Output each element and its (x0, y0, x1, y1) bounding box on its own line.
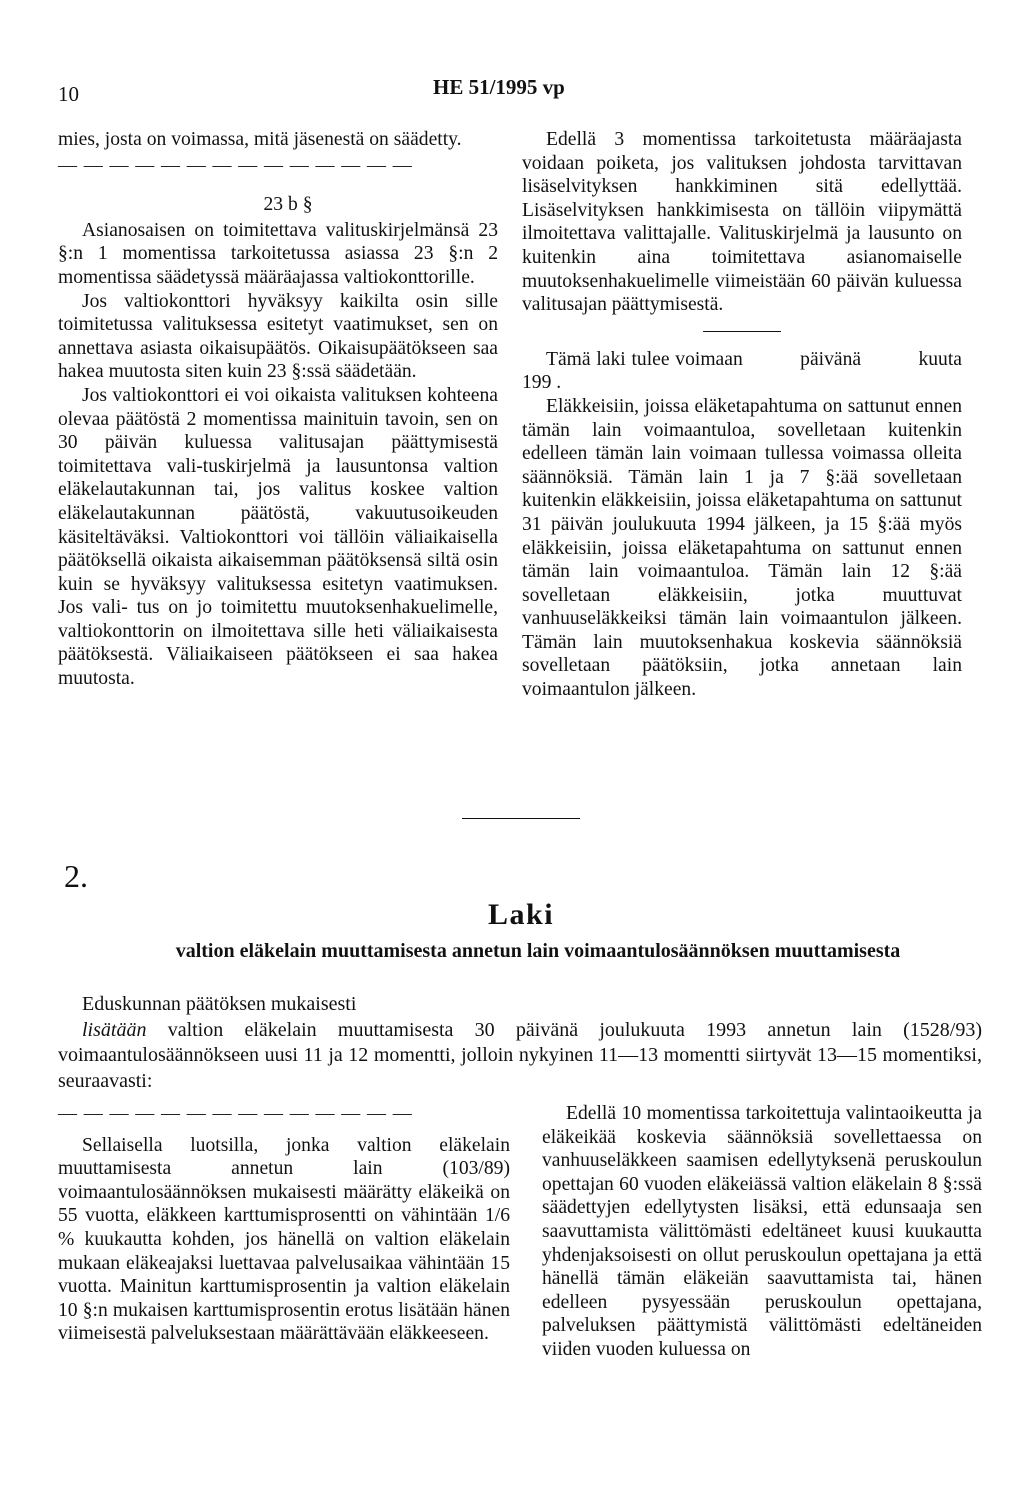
paragraph: Eläkkeisiin, joissa eläketapahtuma on sattunut ennen tämän lain voimaantuloa, sovelletaan kuitenkin edelleen tämän lain voimaan tullessa voimassa olleita säännöksiä. Tämän lain 1 ja 7 §:ää sovelletaan kuitenkin eläkkeisiin, joissa eläketapahtuma on sattunut 31 päivän joulukuuta 1994 jälkeen, ja 15 §:ää myös eläkkeisiin, joissa eläketapahtuma on sattunut ennen tämän lain voimaantuloa. Tämän lain 12 §:ää sovelletaan eläkkeisiin, jotka muuttuvat vanhuuseläkkeiksi tämän lain voimaantulon jälkeen. Tämän lain muutoksenhakua koskevia säännöksiä sovelletaan päätöksiin, jotka annetaan lain voimaantulon jälkeen. (522, 395, 962, 701)
paragraph: Jos valtiokonttori hyväksyy kaikilta osin sille toimitetussa valituksessa esitetyt vaatimukset, sen on annettava asiasta oikaisupäätös. Oikaisupäätökseen saa hakea muutosta siten kuin 23 §:ssä säädetään. (58, 290, 498, 383)
paragraph: Jos valtiokonttori ei voi oikaista valituksen kohteena olevaa päätöstä 2 momentissa mainituin tavoin, sen on 30 päivän kuluessa valitusajan päättymisestä toimitettava vali-tuskirjelmä ja lausuntonsa valtion eläkelautakunnan tai, jos valitus koskee valtion eläkelautakunnan päätöstä, vakuutusoikeuden käsiteltäväksi. Valtiokonttori voi tällöin väliaikaisella päätöksellä oikaista aikaisemman päätöksensä siltä osin kuin se hyväksyy valituksessa esitetyn vaatimuksen. Jos vali- tus on jo toimitettu muutoksenhakuelimelle, valtiokonttorin on ilmoitettava sille heti väliaikaisesta päätöksestä. Väliaikaiseen päätökseen ei saa hakea muutosta. (58, 384, 498, 690)
paragraph: Edellä 3 momentissa tarkoitetusta määräajasta voidaan poiketa, jos valituksen johdosta tarvittavan lisäselvityksen hankkiminen sitä edellyttää. Lisäselvityksen hankkimisesta on tällöin viipymättä ilmoitettava valittajalle. Valituskirjelmä ja lausunto on kuitenkin aina toimitettava asianomaiselle muutoksenhakuelimelle viimeistään 60 päivän kuluessa valitusajan päättymisestä. (522, 129, 962, 316)
right-column (522, 128, 967, 702)
section-heading: 23 b § (263, 194, 313, 216)
amendment-body: valtion eläkelain muuttamisesta 30 päivänä joulukuuta 1993 annetun lain (1528/93) voimaantulosäännökseen uusi 11 ja 12 momentti, jolloin nykyinen 11—13 momentti siirtyvät 13—15 momentiksi, seuraavasti: (58, 1018, 982, 1092)
page-number: 10 (58, 82, 79, 106)
law-title: Laki (488, 898, 555, 931)
omission-dashes: — — — — — — — — — — — — — — (58, 1103, 413, 1124)
enacting-clause (58, 992, 982, 1094)
section-end-divider (462, 818, 580, 819)
entry-into-force-text: Tämä laki tulee voimaan päivänä kuuta 199 . (522, 348, 967, 394)
law-subtitle: valtion eläkelain muuttamisesta annetun lain voimaantulosäännöksen muuttamisesta (175, 940, 901, 962)
omission-dashes: — — — — — — — — — — — — — — (58, 154, 413, 176)
paragraph: mies, josta on voimassa, mitä jäsenestä on säädetty. (58, 129, 462, 150)
amendment-text (58, 1018, 982, 1095)
lisataan-word: lisätään (82, 1018, 147, 1041)
paragraph: Sellaisella luotsilla, jonka valtion eläkelain muuttamisesta annetun lain (103/89) voimaantulosäännöksen mukaisesti määrätty eläkeikä on 55 vuotta, eläkkeen karttumisprosentti on vähintään 1/6 % kuukautta kohden, jos hänellä on valtion eläkelain mukaan eläkeajaksi luettavaa palvelusaikaa vähintään 15 vuotta. Mainitun karttumisprosentin ja valtion eläkelain 10 §:n mukaisen karttumisprosentin erotus lisätään hänen viimeisestä palveluksestaan määrättävään eläkkeeseen. (58, 1134, 510, 1345)
enacting-formula: Eduskunnan päätöksen mukaisesti (82, 993, 357, 1015)
bottom-left-column (58, 1102, 510, 1346)
paragraph: Asianosaisen on toimitettava valituskirjelmänsä 23 §:n 1 momentissa tarkoitetussa asiassa 23 §:n 2 momentissa säädetyssä määräajassa valtiokonttorille. (58, 219, 498, 288)
document-header: HE 51/1995 vp (433, 75, 565, 99)
bottom-right-column (542, 1102, 982, 1362)
law-number: 2. (64, 858, 88, 894)
divider (703, 331, 781, 332)
left-column (58, 128, 498, 691)
paragraph: Edellä 10 momentissa tarkoitettuja valintaoikeutta ja eläkeikää koskevia säännöksiä sovellettaessa on vanhuuseläkkeen saamisen edellytyksenä peruskoulun opettajan 60 vuoden eläkeiässä valtion eläkelain 8 §:ssä säädettyjen edellytysten lisäksi, että edunsaaja sen saavuttamista välittömästi edeltäneet kuusi kuukautta yhdenjaksoisesti on ollut peruskoulun opettajana ja että hänellä tämän eläkeiän saavuttamista tai, hänen edelleen pysyessään peruskoulun opettajana, palveluksen päättymistä välittömästi edeltäneiden viiden vuoden kuluessa on (542, 1103, 982, 1360)
